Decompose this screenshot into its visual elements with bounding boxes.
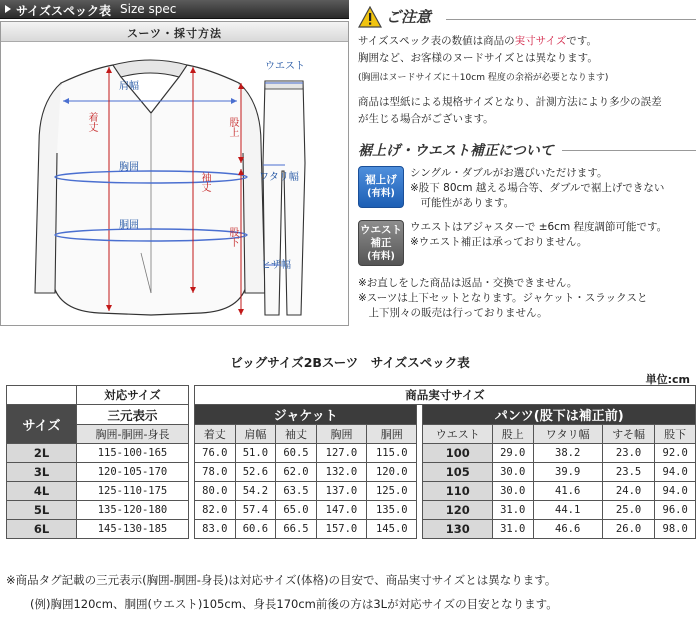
notice-header [356,4,696,30]
label-sleeve: 袖丈 [199,172,210,192]
notice-line-5: が生じる場合がございます。 [358,113,494,125]
label-pants-waist: ウエスト [265,61,305,72]
table-row: 3L 120-105-170 78.0 52.6 62.0 132.0 120.0 105 30.0 39.9 23.5 94.0 [7,463,696,482]
header-taiou: 対応サイズ [77,386,189,405]
label-hem: ヒザ幅 [261,260,291,271]
table-row: 2L 115-100-165 76.0 51.0 60.5 127.0 115.0 100 29.0 38.2 23.0 92.0 [7,444,696,463]
jacket-collar [113,60,187,77]
table-title: ビッグサイズ2Bスーツ サイズスペック表 [230,355,470,370]
notice-line-2: 胸囲など、お客様のヌードサイズとは異なります。 [358,52,598,64]
label-inseam: 股下 [227,227,238,247]
header-subtitle: Size spec [120,2,177,16]
header-pants: パンツ(股下は補正前) [423,405,696,425]
label-thigh: ワタリ幅 [259,172,299,183]
waist-description: ウエストはアジャスターで ±6cm 程度調節可能です。 ※ウエスト補正は承っておりません。 [410,221,668,248]
col-pants-rise: 股上 [492,425,533,444]
notice-line-3: (胸囲はヌードサイズに＋10cm 程度の余裕が必要となります) [358,73,609,83]
alteration-title: 裾上げ・ウエスト補正について [358,143,554,159]
col-pants-waist: ウエスト [423,425,492,444]
label-length: 着丈 [86,112,97,132]
divider [446,19,696,20]
header-size: サイズ [7,405,77,444]
notice-title: ご注意 [386,8,432,26]
col-jacket-shoulder: 肩幅 [235,425,276,444]
divider [562,150,696,151]
footer-note-1: ※商品タグ記載の三元表示(胸囲-胴囲-身長)は対応サイズ(体格)の目安で、商品実寸サイズとは異なります。 [6,573,557,587]
alteration-notes: ※お直しをした商品は返品・交換できません。 ※スーツは上下セットとなります。ジャケット・スラックスと 上下別々の販売は行っておりません。 [358,277,648,319]
notice-line-4: 商品は型紙による規格サイズとなり、計測方法により多少の誤差 [358,96,662,108]
size-spec-table [6,385,696,539]
col-pants-thigh: ワタリ幅 [533,425,602,444]
label-rise: 股上 [227,117,238,137]
header-sanmen: 三元表示 [77,405,189,425]
header-jissun: 商品実寸サイズ [195,386,696,405]
suit-drawing [1,43,348,326]
measurement-illustration [0,21,349,326]
label-chest: 胸囲 [119,162,139,173]
table-row: 5L 135-120-180 82.0 57.4 65.0 147.0 135.0 120 31.0 44.1 25.0 96.0 [7,501,696,520]
label-shoulder: 肩幅 [119,81,139,92]
header-sanmen-cols: 胸囲-胴囲-身長 [77,425,189,444]
notice-line-1: サイズスペック表の数値は商品の実寸サイズです。 [358,35,598,47]
table-row: 4L 125-110-175 80.0 54.2 63.5 137.0 125.0 110 30.0 41.6 24.0 94.0 [7,482,696,501]
pants-outline [263,81,305,315]
col-pants-hem: すそ幅 [602,425,654,444]
waist-badge: ウエスト 補正 (有料) [358,220,404,266]
footer-note-2: (例)胸囲120cm、胴囲(ウエスト)105cm、身長170cm前後の方は3Lが対応サイズの目安となります。 [30,597,558,611]
jacket-outline [53,65,247,315]
header-title: サイズスペック表 [16,4,112,18]
blank-cell [7,386,77,405]
hem-description: シングル・ダブルがお選びいただけます。 ※股下 80cm 越える場合等、ダブルで裾上げできない 可能性があります。 [410,167,665,209]
hem-badge: 裾上げ (有料) [358,166,404,208]
col-jacket-length: 着丈 [195,425,236,444]
col-jacket-sleeve: 袖丈 [276,425,317,444]
warning-icon [358,6,382,28]
size-spec-header [0,0,349,19]
unit-label: 単位:cm [645,373,690,386]
table-row: 6L 145-130-185 83.0 60.6 66.5 157.0 145.0 130 31.0 46.6 26.0 98.0 [7,520,696,539]
label-waist-jacket: 胴囲 [119,220,139,231]
col-jacket-chest: 胸囲 [316,425,366,444]
illustration-heading: スーツ・採寸方法 [1,22,348,42]
col-jacket-waist: 胴囲 [367,425,417,444]
header-jacket: ジャケット [195,405,417,425]
col-pants-inseam: 股下 [655,425,696,444]
triangle-arrow-icon [5,5,11,13]
